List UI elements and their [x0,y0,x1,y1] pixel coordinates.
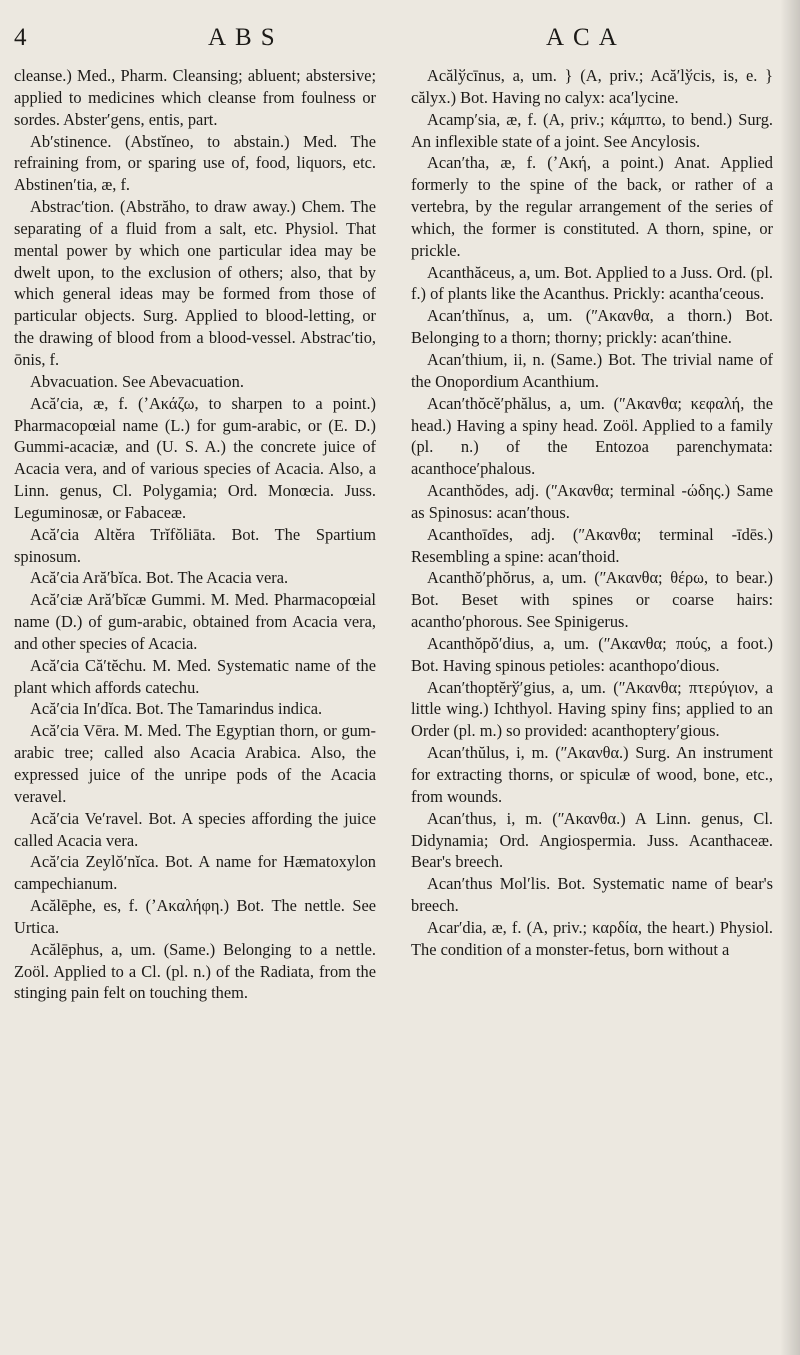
dictionary-entry: Acanthŏdes, adj. (ʺΑκανθα; terminal -ώδης.) Same as Spinosus: acanʹthous. [411,481,773,522]
dictionary-entry: Acălўcīnus, a, um. } (A, priv.; Acăʹlўcis, is, e. } călyx.) Bot. Having no calyx: acaʹlycine. [411,66,773,107]
dictionary-entry: Abʹstinence. (Abstĭneo, to abstain.) Med. The refraining from, or sparing use of, food, liquors, etc. Abstinenʹtia, æ, f. [14,131,376,195]
dictionary-entry: Acăʹcia Zeylŏʹnĭca. Bot. A name for Hæmatoxylon campechianum. [14,852,376,894]
dictionary-entry: Acanʹthŭlus, i, m. (ʺΑκανθα.) Surg. An instrument for extracting thorns, or spiculæ of wood, bone, etc., from wounds. [411,743,773,806]
dictionary-entry: Acăʹcia, æ, f. (ʼΑκάζω, to sharpen to a point.) Pharmacopœial name (L.) for gum-arabic, or (E. D.) Gummi-acaciæ, and (U. S. A.) the concrete juice of Acacia vera, and of various species of Acacia. Also, a Linn. genus, Cl. Polygamia; Ord. Monœcia. Juss. Leguminosæ, or Fabaceæ. [14,393,376,522]
dictionary-entry: Acanthăceus, a, um. Bot. Applied to a Juss. Ord. (pl. f.) of plants like the Acanthus. Prickly: acanthaʹceous. [411,262,773,304]
dictionary-entry: Acăʹcia Altĕra Trĭfŏliāta. Bot. The Spartium spinosum. [14,524,376,566]
dictionary-entry: Acăʹcia Căʹtĕchu. M. Med. Systematic name of the plant which affords catechu. [14,655,376,697]
dictionary-entry: Acăʹcia Arăʹbĭca. Bot. The Acacia vera. [30,568,289,588]
dictionary-entry: Acarʹdia, æ, f. (A, priv.; καρδία, the heart.) Physiol. The condition of a monster-fetus, born without a [411,917,773,959]
dictionary-entry: Acăʹcia Vēra. M. Med. The Egyptian thorn, or gum-arabic tree; called also Acacia Arabica. Also, the expressed juice of the unripe pods of the Acacia veravel. [14,721,376,806]
dictionary-entry: cleanse.) Med., Pharm. Cleansing; abluent; abstersive; applied to medicines which cleanse from foulness or sordes. Absterʹgens, entis, part. [14,66,376,129]
dictionary-entry: Acanʹthium, ii, n. (Same.) Bot. The trivial name of the Onopordium Acanthium. [411,349,773,391]
left-column [14,65,376,1004]
right-guide-word: ACA [546,24,626,51]
dictionary-entry: Acanʹthoptĕrўʹgius, a, um. (ʺΑκανθα; πτερύγιον, a little wing.) Ichthyol. Having spiny fins; applied to an Order (pl. m.) so provided: acanthopteryʹgious. [411,677,773,741]
dictionary-entry: Acanʹthus, i, m. (ʺΑκανθα.) A Linn. genus, Cl. Didynamia; Ord. Angiospermia. Juss. Acanthaceæ. Bear's breech. [411,808,773,872]
dictionary-entry: Acălēphus, a, um. (Same.) Belonging to a nettle. Zoöl. Applied to a Cl. (pl. n.) of the Radiata, from the stinging pain felt on touching them. [14,939,376,1003]
dictionary-entry: Acanthŏpŏʹdius, a, um. (ʺΑκανθα; πούς, a foot.) Bot. Having spinous petioles: acanthopoʹdious. [411,633,773,675]
page-number: 4 [14,24,30,51]
running-head [0,24,800,54]
dictionary-entry: Acălēphe, es, f. (ʼΑκαλήφη.) Bot. The nettle. See Urtica. [14,896,376,937]
dictionary-entry: Acanthŏʹphŏrus, a, um. (ʺΑκανθα; θέρω, to bear.) Bot. Beset with spines or coarse hairs: acanthoʹphorous. See Spinigerus. [411,568,773,632]
left-guide-word: ABS [208,24,284,51]
dictionary-entry: Acăʹcia Inʹdĭca. Bot. The Tamarindus indica. [30,699,323,719]
dictionary-entry: Acanthoīdes, adj. (ʺΑκανθα; terminal -īdēs.) Resembling a spine: acanʹthoid. [411,524,773,566]
right-column [411,65,773,961]
dictionary-entry: Abvacuation. See Abevacuation. [30,371,244,391]
dictionary-entry: Acanʹthŏcĕʹphălus, a, um. (ʺΑκανθα; κεφαλή, the head.) Having a spiny head. Zoöl. Applied to a family (pl. n.) of the Entozoa parenchymata: acanthoceʹphalous. [411,393,773,479]
dictionary-entry: Acampʹsia, æ, f. (A, priv.; κάμπτω, to bend.) Surg. An inflexible state of a joint. See Ancylosis. [411,109,773,151]
dictionary-entry: Abstracʹtion. (Abstrăho, to draw away.) Chem. The separating of a fluid from a salt, etc. Physiol. That mental power by which one particular idea may be dwelt upon, to the exclusion of others; also, that by which general ideas may be formed from those of particular objects. Surg. Applied to blood-letting, or the drawing of blood from a blood-vessel. Abstracʹtio, ōnis, f. [14,197,376,369]
dictionary-entry: Acanʹthĭnus, a, um. (ʺΑκανθα, a thorn.) Bot. Belonging to a thorn; thorny; prickly: acanʹthine. [411,306,773,348]
dictionary-entry: Acăʹciæ Arăʹbĭcæ Gummi. M. Med. Pharmacopœial name (D.) of gum-arabic, obtained from Acacia vera, and other species of Acacia. [14,590,376,653]
dictionary-entry: Acanʹtha, æ, f. (ʼΑκή, a point.) Anat. Applied formerly to the spine of the back, or rather of a vertebra, by the regular arrangement of the series of which, the former is constituted. A thorn, spine, or prickle. [411,153,773,260]
dictionary-entry: Acanʹthus Molʹlis. Bot. Systematic name of bear's breech. [411,874,773,916]
dictionary-entry: Acăʹcia Veʹravel. Bot. A species affording the juice called Acacia vera. [14,808,376,850]
page-edge-shadow [780,0,800,1355]
